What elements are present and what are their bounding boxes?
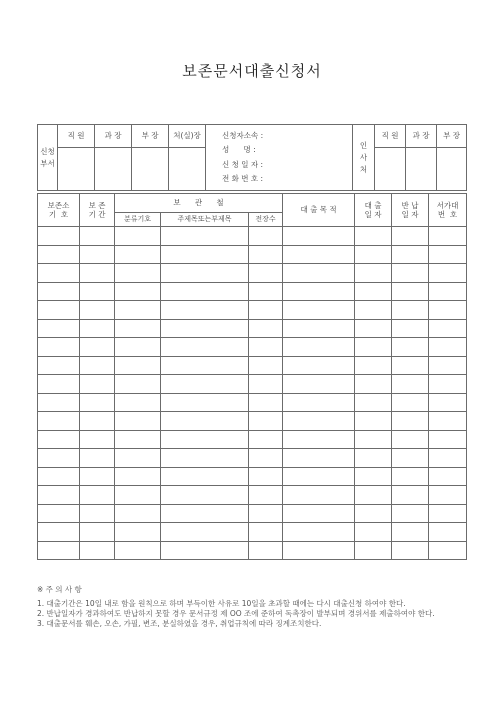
table-cell[interactable] xyxy=(392,356,429,375)
table-row xyxy=(38,282,467,301)
table-cell[interactable] xyxy=(80,245,115,264)
table-cell[interactable] xyxy=(283,227,355,246)
table-cell[interactable] xyxy=(249,430,283,449)
table-cell[interactable] xyxy=(429,412,467,431)
table-cell[interactable] xyxy=(392,504,429,523)
info-phone: 전 화 번 호 : xyxy=(222,174,264,183)
dept-head-signature-cell[interactable] xyxy=(132,148,169,191)
table-cell[interactable] xyxy=(80,227,115,246)
table-cell[interactable] xyxy=(161,282,249,301)
info-affiliation: 신청자소속 : xyxy=(222,130,264,140)
table-cell[interactable] xyxy=(115,523,161,542)
table-cell[interactable] xyxy=(392,282,429,301)
table-cell[interactable] xyxy=(249,504,283,523)
table-cell[interactable] xyxy=(38,282,80,301)
table-cell[interactable] xyxy=(283,467,355,486)
table-row xyxy=(38,227,467,246)
table-row xyxy=(38,430,467,449)
table-cell[interactable] xyxy=(355,356,392,375)
table-cell[interactable] xyxy=(429,430,467,449)
hr-section-chief-signature-cell[interactable] xyxy=(406,148,437,191)
col-page-count: 전장수 xyxy=(249,213,283,227)
info-date: 신 청 일 자 : xyxy=(222,159,264,169)
table-cell[interactable] xyxy=(161,375,249,394)
table-cell[interactable] xyxy=(392,227,429,246)
col-storage-file-group: 보 관 철 xyxy=(115,194,283,213)
table-cell[interactable] xyxy=(283,319,355,338)
table-cell[interactable] xyxy=(115,356,161,375)
notes-heading: ※ 주 의 사 항 xyxy=(37,585,82,594)
table-cell[interactable] xyxy=(38,393,80,412)
table-cell[interactable] xyxy=(429,541,467,560)
col-shelf-number: 서가대 번 호 xyxy=(429,194,467,227)
table-cell[interactable] xyxy=(283,393,355,412)
table-cell[interactable] xyxy=(161,430,249,449)
table-cell[interactable] xyxy=(80,523,115,542)
col-return-date: 반 납 일 자 xyxy=(392,194,429,227)
table-cell[interactable] xyxy=(392,430,429,449)
applicant-dept-label: 신청 부서 xyxy=(38,125,58,191)
table-cell[interactable] xyxy=(355,523,392,542)
table-cell[interactable] xyxy=(38,430,80,449)
table-cell[interactable] xyxy=(80,393,115,412)
table-cell[interactable] xyxy=(80,504,115,523)
table-row xyxy=(38,412,467,431)
col-subject-title: 주제목또는부제목 xyxy=(161,213,249,227)
table-cell[interactable] xyxy=(283,282,355,301)
table-cell[interactable] xyxy=(429,245,467,264)
table-cell[interactable] xyxy=(392,541,429,560)
table-cell[interactable] xyxy=(38,301,80,320)
table-cell[interactable] xyxy=(249,319,283,338)
table-cell[interactable] xyxy=(249,467,283,486)
table-cell[interactable] xyxy=(38,467,80,486)
table-cell[interactable] xyxy=(249,338,283,357)
table-row xyxy=(38,375,467,394)
col-retention-period: 보 존 기 간 xyxy=(80,194,115,227)
table-row xyxy=(38,541,467,560)
hr-dept-head-label: 부 장 xyxy=(437,125,467,148)
table-cell[interactable] xyxy=(283,486,355,505)
table-cell[interactable] xyxy=(355,430,392,449)
table-cell[interactable] xyxy=(38,523,80,542)
table-row xyxy=(38,486,467,505)
table-cell[interactable] xyxy=(283,412,355,431)
table-cell[interactable] xyxy=(283,430,355,449)
table-cell[interactable] xyxy=(161,245,249,264)
hr-dept-head-signature-cell[interactable] xyxy=(437,148,467,191)
table-row xyxy=(38,449,467,468)
table-cell[interactable] xyxy=(80,282,115,301)
table-cell[interactable] xyxy=(392,338,429,357)
table-cell[interactable] xyxy=(283,301,355,320)
table-cell[interactable] xyxy=(355,282,392,301)
table-cell[interactable] xyxy=(392,449,429,468)
col-loan-purpose: 대 출 목 적 xyxy=(283,194,355,227)
table-row xyxy=(38,523,467,542)
table-cell[interactable] xyxy=(115,282,161,301)
table-cell[interactable] xyxy=(429,356,467,375)
table-cell[interactable] xyxy=(38,486,80,505)
info-name: 성 명 : xyxy=(222,145,256,154)
table-cell[interactable] xyxy=(392,486,429,505)
table-cell[interactable] xyxy=(283,245,355,264)
hr-staff-signature-cell[interactable] xyxy=(375,148,406,191)
table-cell[interactable] xyxy=(429,393,467,412)
table-cell[interactable] xyxy=(355,245,392,264)
table-cell[interactable] xyxy=(283,375,355,394)
table-cell[interactable] xyxy=(115,449,161,468)
table-cell[interactable] xyxy=(115,467,161,486)
table-cell[interactable] xyxy=(392,393,429,412)
table-cell[interactable] xyxy=(80,412,115,431)
table-row xyxy=(38,467,467,486)
table-cell[interactable] xyxy=(249,486,283,505)
table-cell[interactable] xyxy=(392,264,429,283)
table-cell[interactable] xyxy=(115,245,161,264)
table-cell[interactable] xyxy=(115,412,161,431)
table-cell[interactable] xyxy=(429,467,467,486)
table-cell[interactable] xyxy=(249,264,283,283)
table-cell[interactable] xyxy=(161,541,249,560)
hr-section-chief-label: 과 장 xyxy=(406,125,437,148)
table-cell[interactable] xyxy=(429,486,467,505)
table-cell[interactable] xyxy=(249,245,283,264)
table-cell[interactable] xyxy=(80,375,115,394)
table-cell[interactable] xyxy=(38,412,80,431)
table-cell[interactable] xyxy=(429,449,467,468)
table-cell[interactable] xyxy=(283,338,355,357)
table-cell[interactable] xyxy=(115,541,161,560)
col-doc-number: 보존소 기 호 xyxy=(38,194,80,227)
table-cell[interactable] xyxy=(115,375,161,394)
section-chief-signature-cell[interactable] xyxy=(95,148,132,191)
table-cell[interactable] xyxy=(355,393,392,412)
table-cell[interactable] xyxy=(355,486,392,505)
table-cell[interactable] xyxy=(161,356,249,375)
table-cell[interactable] xyxy=(80,541,115,560)
section-chief-label: 과 장 xyxy=(95,125,132,148)
table-cell[interactable] xyxy=(392,523,429,542)
office-head-signature-cell[interactable] xyxy=(169,148,206,191)
table-cell[interactable] xyxy=(355,264,392,283)
table-cell[interactable] xyxy=(115,504,161,523)
table-cell[interactable] xyxy=(161,393,249,412)
table-row xyxy=(38,319,467,338)
table-cell[interactable] xyxy=(115,393,161,412)
table-cell[interactable] xyxy=(429,523,467,542)
table-cell[interactable] xyxy=(249,393,283,412)
table-cell[interactable] xyxy=(355,449,392,468)
table-cell[interactable] xyxy=(392,412,429,431)
table-cell[interactable] xyxy=(115,264,161,283)
table-cell[interactable] xyxy=(38,338,80,357)
table-row xyxy=(38,264,467,283)
note-item-2: 2. 반납일자가 경과하여도 반납하지 못할 경우 문서규정 제 OO 조에 준하여 독촉장이 발부되며 경위서를 제출하여야 한다. xyxy=(37,609,435,618)
col-classification-code: 분류기호 xyxy=(115,213,161,227)
table-cell[interactable] xyxy=(249,356,283,375)
table-row xyxy=(38,245,467,264)
table-cell[interactable] xyxy=(392,301,429,320)
table-cell[interactable] xyxy=(161,301,249,320)
table-cell[interactable] xyxy=(283,356,355,375)
table-cell[interactable] xyxy=(38,245,80,264)
table-cell[interactable] xyxy=(80,467,115,486)
table-cell[interactable] xyxy=(355,375,392,394)
table-cell[interactable] xyxy=(161,467,249,486)
table-cell[interactable] xyxy=(429,338,467,357)
table-cell[interactable] xyxy=(283,449,355,468)
applicant-info xyxy=(206,125,353,191)
table-cell[interactable] xyxy=(429,319,467,338)
table-cell[interactable] xyxy=(355,541,392,560)
table-cell[interactable] xyxy=(392,467,429,486)
table-cell[interactable] xyxy=(355,467,392,486)
staff-signature-cell[interactable] xyxy=(58,148,95,191)
dept-head-label: 부 장 xyxy=(132,125,169,148)
note-item-3: 3. 대출문서를 훼손, 오손, 가필, 변조, 분실하였을 경우, 취업규칙에 따라 징계조치한다. xyxy=(37,619,322,628)
office-head-label: 처(실)장 xyxy=(169,125,206,148)
table-cell[interactable] xyxy=(80,319,115,338)
table-cell[interactable] xyxy=(429,264,467,283)
table-cell[interactable] xyxy=(283,523,355,542)
table-cell[interactable] xyxy=(38,449,80,468)
col-loan-date: 대 출 일 자 xyxy=(355,194,392,227)
table-cell[interactable] xyxy=(355,338,392,357)
personnel-office-label: 인 사 처 xyxy=(353,125,375,191)
table-cell[interactable] xyxy=(355,227,392,246)
table-cell[interactable] xyxy=(115,430,161,449)
table-cell[interactable] xyxy=(161,504,249,523)
table-cell[interactable] xyxy=(283,264,355,283)
table-cell[interactable] xyxy=(392,319,429,338)
table-cell[interactable] xyxy=(80,338,115,357)
staff-label: 직 원 xyxy=(58,125,95,148)
table-row xyxy=(38,338,467,357)
table-cell[interactable] xyxy=(115,338,161,357)
table-cell[interactable] xyxy=(80,264,115,283)
table-cell[interactable] xyxy=(249,449,283,468)
table-cell[interactable] xyxy=(38,264,80,283)
table-cell[interactable] xyxy=(161,449,249,468)
table-cell[interactable] xyxy=(80,449,115,468)
table-cell[interactable] xyxy=(249,282,283,301)
table-cell[interactable] xyxy=(392,375,429,394)
table-cell[interactable] xyxy=(38,227,80,246)
table-cell[interactable] xyxy=(115,227,161,246)
table-row xyxy=(38,393,467,412)
table-cell[interactable] xyxy=(249,375,283,394)
table-row xyxy=(38,301,467,320)
form-title: 보존문서대출신청서 xyxy=(182,62,322,80)
table-cell[interactable] xyxy=(355,319,392,338)
loan-request-table xyxy=(37,193,467,560)
table-cell[interactable] xyxy=(161,486,249,505)
table-cell[interactable] xyxy=(429,227,467,246)
notes-section xyxy=(37,584,467,629)
table-cell[interactable] xyxy=(80,301,115,320)
table-cell[interactable] xyxy=(355,301,392,320)
table-cell[interactable] xyxy=(392,245,429,264)
table-cell[interactable] xyxy=(283,504,355,523)
table-row xyxy=(38,504,467,523)
table-cell[interactable] xyxy=(38,541,80,560)
table-cell[interactable] xyxy=(115,319,161,338)
table-cell[interactable] xyxy=(249,412,283,431)
table-cell[interactable] xyxy=(38,375,80,394)
table-cell[interactable] xyxy=(429,504,467,523)
table-cell[interactable] xyxy=(283,541,355,560)
note-item-1: 1. 대출기간은 10일 내로 함을 원칙으로 하며 부득이한 사유로 10일을 초과할 때에는 다시 대출신청 하여야 한다. xyxy=(37,599,406,608)
table-cell[interactable] xyxy=(161,523,249,542)
table-cell[interactable] xyxy=(429,282,467,301)
table-cell[interactable] xyxy=(115,486,161,505)
table-cell[interactable] xyxy=(355,504,392,523)
table-cell[interactable] xyxy=(249,541,283,560)
table-cell[interactable] xyxy=(249,227,283,246)
hr-staff-label: 직 원 xyxy=(375,125,406,148)
table-cell[interactable] xyxy=(249,301,283,320)
table-cell[interactable] xyxy=(38,356,80,375)
approval-header-table xyxy=(37,124,467,191)
table-cell[interactable] xyxy=(80,486,115,505)
table-cell[interactable] xyxy=(80,430,115,449)
table-cell[interactable] xyxy=(429,375,467,394)
table-cell[interactable] xyxy=(161,264,249,283)
table-row xyxy=(38,356,467,375)
table-cell[interactable] xyxy=(249,523,283,542)
table-cell[interactable] xyxy=(38,504,80,523)
table-cell[interactable] xyxy=(429,301,467,320)
table-cell[interactable] xyxy=(38,319,80,338)
table-cell[interactable] xyxy=(80,356,115,375)
table-cell[interactable] xyxy=(161,338,249,357)
table-cell[interactable] xyxy=(161,412,249,431)
table-cell[interactable] xyxy=(161,319,249,338)
table-cell[interactable] xyxy=(161,227,249,246)
table-cell[interactable] xyxy=(115,301,161,320)
table-cell[interactable] xyxy=(355,412,392,431)
